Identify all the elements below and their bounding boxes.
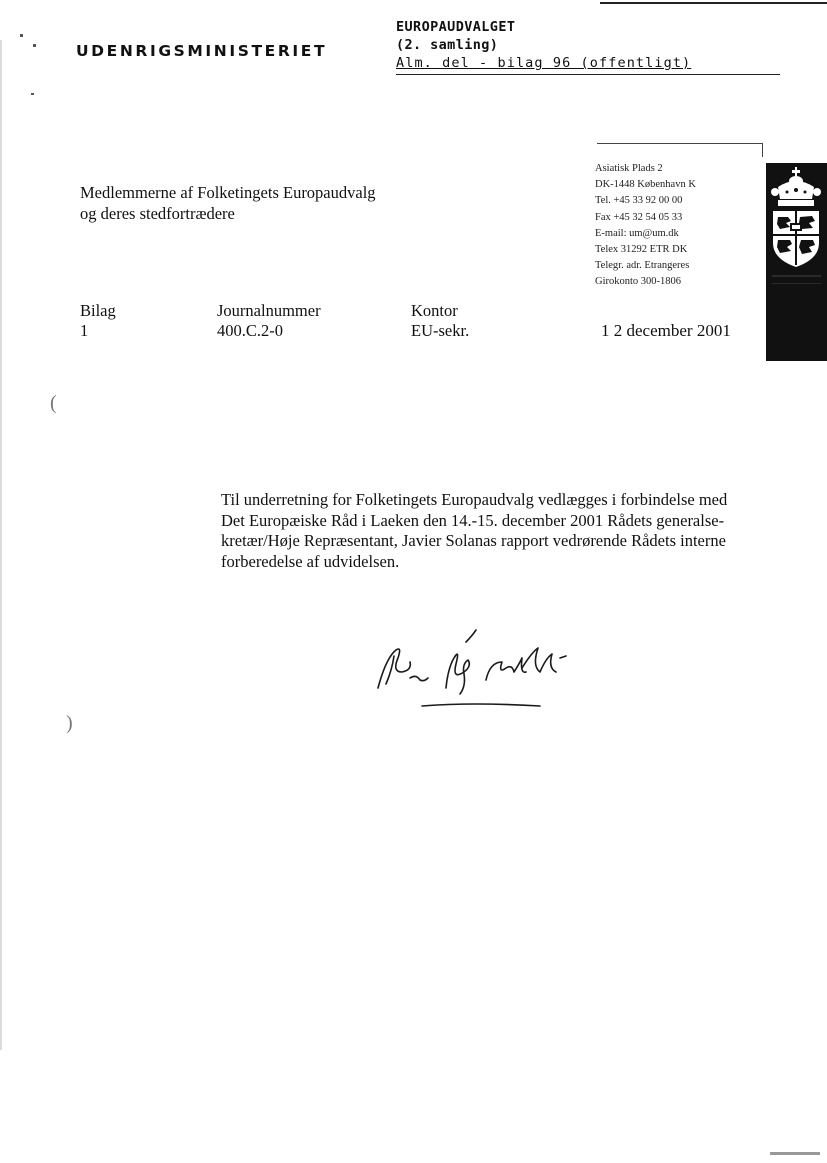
scan-speck	[20, 34, 23, 37]
address-phone: Tel. +45 33 92 00 00	[595, 195, 683, 207]
stamp-underline	[396, 74, 780, 75]
address-street: Asiatisk Plads 2	[595, 163, 663, 174]
body-line-1: Til underretning for Folketingets Europaudvalg vedlægges i forbindelse med	[221, 490, 728, 509]
body-line-2: Det Europæiske Råd i Laeken den 14.-15. december 2001 Rådets generalse-	[221, 510, 725, 530]
royal-coat-of-arms-icon	[766, 163, 827, 361]
royal-emblem-block	[766, 163, 827, 361]
punch-hole-mark: (	[50, 392, 57, 414]
top-edge-rule	[600, 2, 827, 4]
journal-value: 400.C.2-0	[217, 321, 283, 340]
letter-body	[221, 490, 766, 572]
address-fax: Fax +45 32 54 05 33	[595, 211, 683, 223]
meta-journal	[217, 301, 321, 341]
address-email: E-mail: um@um.dk	[595, 227, 679, 239]
body-line-3: kretær/Høje Repræsentant, Javier Solanas rapport vedrørende Rådets interne	[221, 531, 726, 550]
scan-corner-mark	[770, 1152, 820, 1155]
handwritten-signature	[372, 628, 582, 718]
meta-bilag	[80, 301, 116, 341]
recipient-line-1: Medlemmerne af Folketingets Europaudvalg	[80, 183, 376, 202]
kontor-label: Kontor	[411, 301, 458, 320]
meta-kontor	[411, 301, 469, 341]
address-telex: Telex 31292 ETR DK	[595, 244, 688, 256]
recipient-block	[80, 182, 376, 224]
stamp-committee: EUROPAUDVALGET	[396, 19, 516, 35]
address-rule-tick	[762, 143, 763, 157]
scan-edge-line	[0, 40, 2, 1050]
punch-hole-mark: )	[66, 712, 73, 734]
ministry-name: UDENRIGSMINISTERIET	[76, 42, 328, 60]
recipient-line-2: og deres stedfortrædere	[80, 204, 235, 223]
scan-speck	[31, 93, 34, 95]
registration-stamp	[396, 18, 691, 72]
kontor-value: EU-sekr.	[411, 321, 470, 340]
address-telegram: Telegr. adr. Etrangeres	[595, 260, 690, 272]
letter-date: 1 2 december 2001	[601, 321, 731, 340]
stamp-reference: Alm. del - bilag 96 (offentligt)	[396, 55, 692, 71]
bilag-label: Bilag	[80, 301, 116, 320]
address-city: DK-1448 København K	[595, 179, 696, 191]
stamp-session: (2. samling)	[396, 37, 499, 53]
scan-speck	[33, 44, 36, 47]
sender-address	[595, 161, 696, 291]
bilag-value: 1	[80, 321, 89, 340]
address-giro: Girokonto 300-1806	[595, 276, 682, 288]
journal-label: Journalnummer	[217, 301, 321, 320]
address-rule	[597, 143, 763, 144]
body-line-4: forberedelse af udvidelsen.	[221, 551, 400, 571]
